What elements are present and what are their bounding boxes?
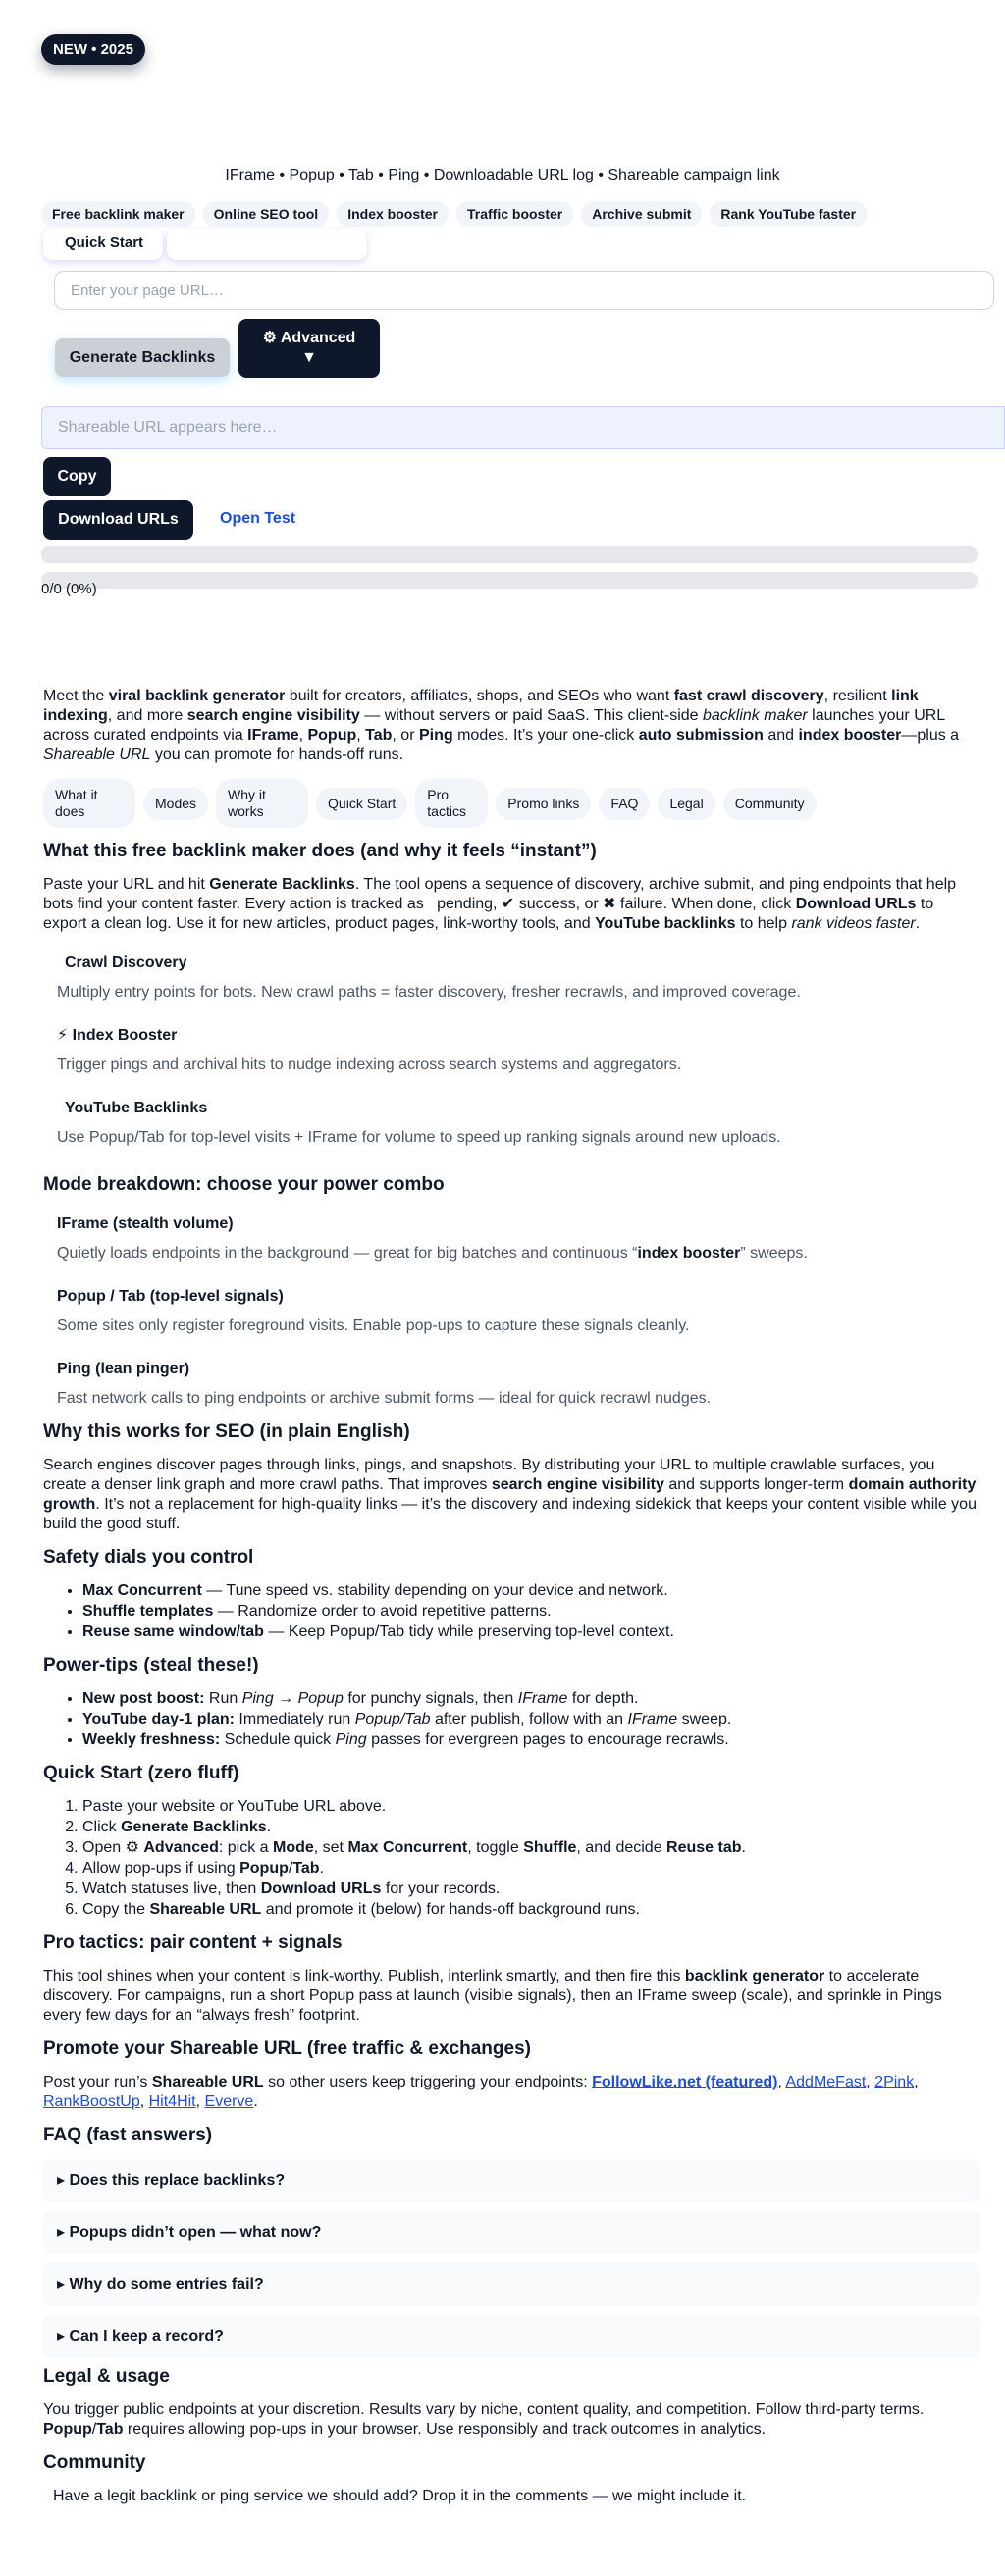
advanced-label: ⚙ Advanced xyxy=(262,330,356,346)
keyword-chip: Archive submit xyxy=(581,201,702,227)
faq-item[interactable]: ▸ Why do some entries fail? xyxy=(43,2263,980,2306)
feature-card xyxy=(43,1020,980,1083)
community-text: Have a legit backlink or ping service we should add? Drop it in the comments — we might include it. xyxy=(53,2488,747,2504)
modes-title: Mode breakdown: choose your power combo xyxy=(43,1174,445,1195)
nav-chip-why-it-works[interactable]: Why it works xyxy=(216,779,308,828)
rankboostup-link[interactable]: RankBoostUp xyxy=(43,2093,140,2110)
nav-chip-pro-tactics[interactable]: Pro tactics xyxy=(415,779,488,828)
page-url-input[interactable] xyxy=(54,271,994,310)
mode-card-desc: Quietly loads endpoints in the background — great for big batches and continuous “index booster” sweeps. xyxy=(57,1245,808,1262)
tips-list xyxy=(43,1689,980,1750)
tab-quick-start[interactable]: Quick Start xyxy=(43,229,163,260)
advanced-button[interactable] xyxy=(238,319,380,378)
list-item: • Shuffle templates — Randomize order to avoid repetitive patterns. xyxy=(82,1602,980,1622)
nav-chip-community[interactable]: Community xyxy=(723,788,817,820)
followlike-link[interactable]: FollowLike.net (featured) xyxy=(592,2074,778,2090)
feature-card-desc: Trigger pings and archival hits to nudge indexing across search systems and aggregators. xyxy=(57,1056,682,1073)
keyword-chip: Index booster xyxy=(337,201,449,227)
list-item: 2. Click Generate Backlinks. xyxy=(82,1818,980,1837)
legal-paragraph: You trigger public endpoints at your discretion. Results vary by niche, content quality, and competition. Follow third-party terms. Popup/Tab requires allowing pop-ups in your browser. Use responsibly and track outcomes in analytics. xyxy=(43,2401,925,2438)
what-title: What this free backlink maker does (and why it feels “instant”) xyxy=(43,841,597,861)
mode-card-title: IFrame (stealth volume) xyxy=(57,1215,234,1232)
keyword-chip: Traffic booster xyxy=(456,201,573,227)
list-item: • New post boost: Run Ping → Popup for punchy signals, then IFrame for depth. xyxy=(82,1689,980,1709)
mode-card-title: Popup / Tab (top-level signals) xyxy=(57,1288,284,1305)
section-nav xyxy=(43,779,980,828)
pro-title: Pro tactics: pair content + signals xyxy=(43,1932,343,1953)
tips-title: Power-tips (steal these!) xyxy=(43,1655,259,1675)
list-item: 5. Watch statuses live, then Download URLs for your records. xyxy=(82,1880,980,1899)
list-item: 3. Open ⚙ Advanced: pick a Mode, set Max Concurrent, toggle Shuffle, and decide Reuse tab. xyxy=(82,1838,980,1858)
nav-chip-what-it-does[interactable]: What it does xyxy=(43,779,135,828)
list-item: 4. Allow pop-ups if using Popup/Tab. xyxy=(82,1859,980,1879)
keyword-chip: Free backlink maker xyxy=(41,201,195,227)
feature-card-title: Crawl Discovery xyxy=(65,954,187,971)
feature-card xyxy=(43,948,980,1010)
faq-title: FAQ (fast answers) xyxy=(43,2125,213,2145)
everve-link[interactable]: Everve xyxy=(204,2093,254,2110)
generate-backlinks-button[interactable]: Generate Backlinks xyxy=(55,338,230,377)
open-test-link[interactable]: Open Test xyxy=(220,510,296,527)
progress-text: 0/0 (0%) xyxy=(41,581,97,597)
list-item: • Reuse same window/tab — Keep Popup/Tab tidy while preserving top-level context. xyxy=(82,1623,980,1642)
mode-card-iframe xyxy=(43,1209,980,1271)
feature-card xyxy=(43,1093,980,1156)
hit4hit-link[interactable]: Hit4Hit xyxy=(148,2093,196,2110)
keyword-chip: Online SEO tool xyxy=(203,201,330,227)
faq-item[interactable]: ▸ Can I keep a record? xyxy=(43,2315,980,2358)
nav-chip-faq[interactable]: FAQ xyxy=(599,788,650,820)
tagline: IFrame • Popup • Tab • Ping • Downloadable URL log • Shareable campaign link xyxy=(225,167,780,183)
nav-chip-legal[interactable]: Legal xyxy=(658,788,714,820)
safety-title: Safety dials you control xyxy=(43,1547,254,1568)
list-item: 1. Paste your website or YouTube URL above. xyxy=(82,1797,980,1817)
promo-title: Promote your Shareable URL (free traffic & exchanges) xyxy=(43,2038,531,2059)
mode-card-popup-tab xyxy=(43,1281,980,1344)
faq-item[interactable]: ▸ Does this replace backlinks? xyxy=(43,2159,980,2202)
promo-paragraph: Post your run’s Shareable URL so other users keep triggering your endpoints: FollowLike.net (featured), AddMeFast, 2Pink, RankBoostUp, Hit4Hit, Everve. xyxy=(43,2074,919,2110)
tab-secondary[interactable] xyxy=(167,229,367,260)
chevron-down-icon: ▼ xyxy=(301,349,317,366)
faq-item[interactable]: ▸ Popups didn’t open — what now? xyxy=(43,2211,980,2254)
feature-card-title: YouTube Backlinks xyxy=(65,1100,208,1116)
new-badge: NEW • 2025 xyxy=(41,34,145,65)
2pink-link[interactable]: 2Pink xyxy=(874,2074,915,2090)
progress-track xyxy=(41,546,978,563)
feature-card-desc: Multiply entry points for bots. New crawl paths = faster discovery, fresher recrawls, and improved coverage. xyxy=(57,984,801,1001)
why-title: Why this works for SEO (in plain English) xyxy=(43,1421,410,1442)
why-paragraph: Search engines discover pages through links, pings, and snapshots. By distributing your URL to multiple crawlable surfaces, you create a denser link graph and more crawl paths. That improves search engine visibility and supports longer-term domain authority growth. It’s not a replacement for high-quality links — it’s the discovery and indexing sidekick that keeps your content visible while you build the good stuff. xyxy=(43,1457,977,1532)
keyword-chips xyxy=(41,201,867,227)
keyword-chip: Rank YouTube faster xyxy=(710,201,867,227)
what-paragraph: Paste your URL and hit Generate Backlinks. The tool opens a sequence of discovery, archive submit, and ping endpoints that help bots find your content faster. Every action is tracked as pending, ✔ success, or ✖ failure. When done, click Download URLs to export a clean log. Use it for new articles, product pages, link-worthy tools, and YouTube backlinks to help rank videos faster. xyxy=(43,876,957,932)
shareable-url-field[interactable] xyxy=(41,406,1005,449)
mode-card-title: Ping (lean pinger) xyxy=(57,1361,190,1377)
nav-chip-promo-links[interactable]: Promo links xyxy=(496,788,591,820)
feature-card-title: ⚡ Index Booster xyxy=(57,1027,178,1044)
list-item: • Max Concurrent — Tune speed vs. stability depending on your device and network. xyxy=(82,1581,980,1601)
mode-card-desc: Some sites only register foreground visits. Enable pop-ups to capture these signals cleanly. xyxy=(57,1317,690,1334)
list-item: • YouTube day-1 plan: Immediately run Popup/Tab after publish, follow with an IFrame sweep. xyxy=(82,1710,980,1729)
quick-steps xyxy=(43,1797,980,1920)
nav-chip-modes[interactable]: Modes xyxy=(143,788,208,820)
download-urls-button[interactable]: Download URLs xyxy=(43,500,193,540)
mode-card-ping xyxy=(43,1354,980,1417)
list-item: 6. Copy the Shareable URL and promote it (below) for hands-off background runs. xyxy=(82,1900,980,1920)
safety-list xyxy=(43,1581,980,1642)
mode-card-desc: Fast network calls to ping endpoints or archive submit forms — ideal for quick recrawl nudges. xyxy=(57,1390,712,1407)
list-item: • Weekly freshness: Schedule quick Ping passes for evergreen pages to encourage recrawls. xyxy=(82,1730,980,1750)
pro-paragraph: This tool shines when your content is link-worthy. Publish, interlink smartly, and then fire this backlink generator to accelerate discovery. For campaigns, run a short Popup pass at launch (visible signals), then an IFrame sweep (scale), and sprinkle in Pings every few days for an “always fresh” footprint. xyxy=(43,1968,942,2024)
nav-chip-quick-start[interactable]: Quick Start xyxy=(316,788,407,820)
progress-track-secondary xyxy=(41,572,978,589)
community-title: Community xyxy=(43,2452,146,2473)
article xyxy=(43,687,980,2520)
copy-button[interactable]: Copy xyxy=(43,457,111,496)
intro-paragraph: Meet the viral backlink generator built for creators, affiliates, shops, and SEOs who want fast crawl discovery, resilient link indexing, and more search engine visibility — without servers or paid SaaS. This client-side backlink maker launches your URL across curated endpoints via IFrame, Popup, Tab, or Ping modes. It’s your one-click auto submission and index booster—plus a Shareable URL you can promote for hands-off runs. xyxy=(43,688,960,763)
addmefast-link[interactable]: AddMeFast xyxy=(785,2074,867,2090)
feature-card-desc: Use Popup/Tab for top-level visits + IFrame for volume to speed up ranking signals around new uploads. xyxy=(57,1129,781,1146)
quick-title: Quick Start (zero fluff) xyxy=(43,1763,239,1783)
legal-title: Legal & usage xyxy=(43,2366,170,2387)
